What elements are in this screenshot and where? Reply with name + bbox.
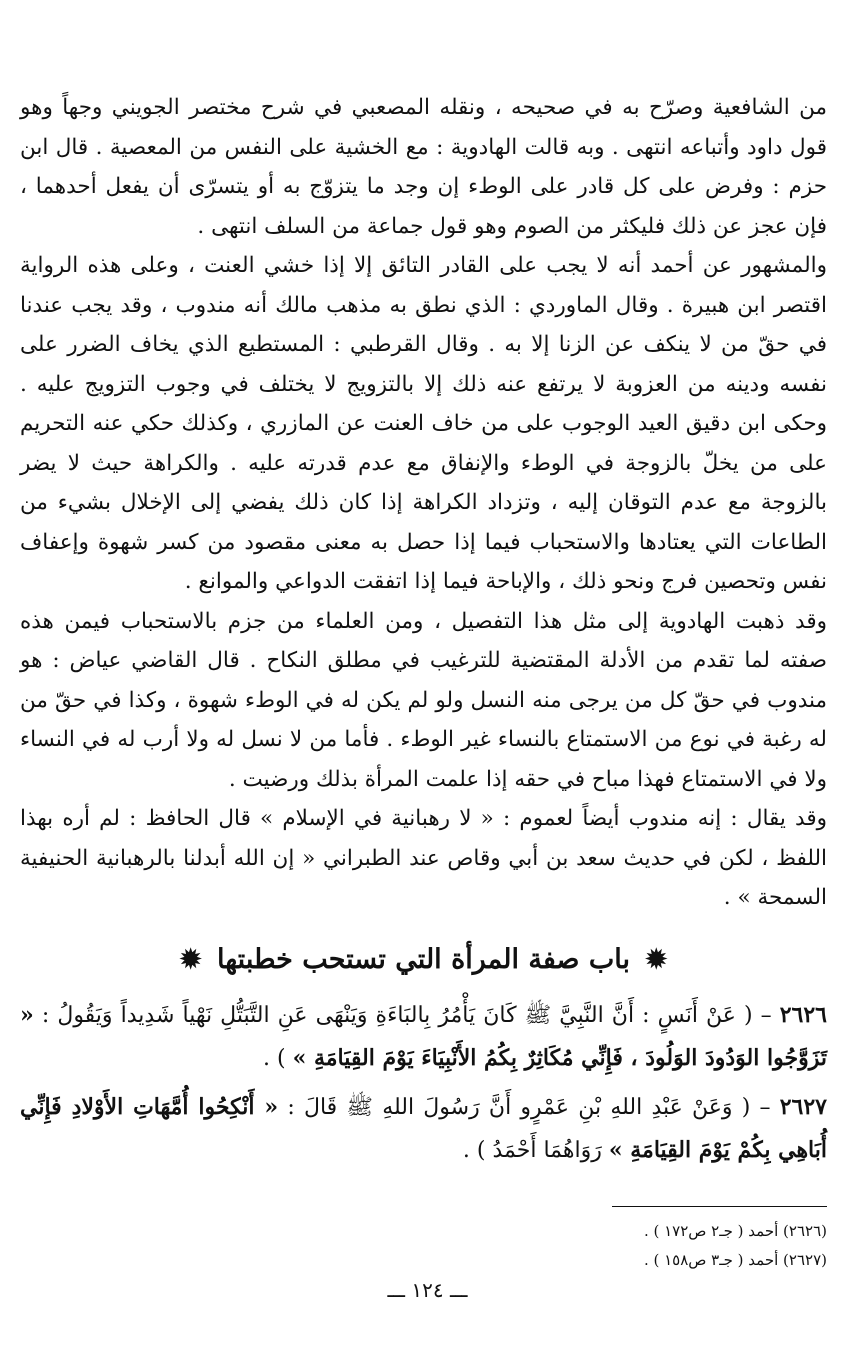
hadith-quote: « أَنْكِحُوا أُمَّهَاتِ الأَوْلادِ فَإِنِّي أُبَاهِي بِكُمْ يَوْمَ القِيَامَةِ »	[20, 1093, 827, 1163]
hadith-number: ٢٦٢٦	[779, 1001, 827, 1028]
section-title-text: باب صفة المرأة التي تستحب خطبتها	[217, 943, 630, 975]
hadith-2627	[20, 1086, 827, 1172]
paragraph-2: والمشهور عن أحمد أنه لا يجب على القادر التائق إلا إذا خشي العنت ، وعلى هذه الرواية اقتصر ابن هبيرة . وقال الماوردي : الذي نطق به مذهب مالك أنه مندوب ، وقد يجب عندنا في حقّ من لا ينكف عن الزنا إلا به . وقال القرطبي : المستطيع الذي يخاف الضرر على نفسه ودينه من العزوبة لا يرتفع عنه ذلك إلا بالتزويج لا يختلف في وجوب التزويج عليه . وحكى ابن دقيق العيد الوجوب على من خاف العنت عن المازري ، وكذلك حكي عنه التحريم على من يخلّ بالزوجة في الوطء والإنفاق مع عدم قدرته عليه . والكراهة حيث لا يضر بالزوجة مع عدم التوقان إليه ، وتزداد الكراهة إذا كان ذلك يفضي إلى الإخلال بشيء من الطاعات التي يعتادها والاستحباب فيما إذا حصل به معنى مقصود من كسر شهوة وإعفاف نفس وتحصين فرج ونحو ذلك ، والإباحة فيما إذا اتفقت الدواعي والموانع .	[20, 253, 827, 594]
hadith-2626	[20, 994, 827, 1080]
footnotes	[612, 1206, 827, 1275]
hadith-intro: – ( عَنْ أَنَسٍ : أَنَّ النَّبِيَّ ﷺ كَانَ يَأْمُرُ بِالبَاءَةِ وَيَنْهَى عَنِ التَّبَتُّلِ نَهْياً شَدِيداً وَيَقُولُ :	[33, 1002, 780, 1028]
footnote-2626: (٢٦٢٦) أحمد ( جـ٢ ص١٧٢ ) .	[643, 1222, 827, 1240]
commentary-text	[20, 88, 827, 918]
hadith-outro: رَوَاهُمَا أَحْمَدُ ) .	[462, 1137, 609, 1163]
star-ornament-icon: ✹	[179, 944, 202, 975]
paragraph-1: من الشافعية وصرّح به في صحيحه ، ونقله المصعبي في شرح مختصر الجويني وجهاً وهو قول داود وأتباعه انتهى . وبه قالت الهادوية : مع الخشية على النفس من المعصية . قال ابن حزم : وفرض على كل قادر على الوطء إن وجد ما يتزوّج به أو يتسرّى أن يفعل أحدهما ، فإن عجز عن ذلك فليكثر من الصوم وهو قول جماعة من السلف انتهى .	[20, 95, 827, 239]
hadith-outro: ) .	[263, 1045, 293, 1071]
page-number: ـــ ١٢٤ ـــ	[387, 1278, 468, 1302]
hadith-number: ٢٦٢٧	[779, 1093, 827, 1120]
paragraph-3: وقد ذهبت الهادوية إلى مثل هذا التفصيل ، ومن العلماء من جزم بالاستحباب فيمن هذه صفته لما تقدم من الأدلة المقتضية للترغيب في مطلق النكاح . قال القاضي عياض : هو مندوب في حقّ كل من يرجى منه النسل ولو لم يكن له في الوطء شهوة ، وكذا في حقّ من له رغبة في نوع من الاستمتاع بالنساء غير الوطء . فأما من لا نسل له ولا أرب له في النساء ولا في الاستمتاع فهذا مباح في حقه إذا علمت المرأة بذلك ورضيت .	[20, 608, 827, 792]
hadith-quote: « تَزَوَّجُوا الوَدُودَ الوَلُودَ ، فَإِنِّي مُكَاثِرٌ بِكُمُ الأَنْبِيَاءَ يَوْمَ القِيَامَةِ »	[20, 1001, 827, 1071]
section-heading	[20, 938, 827, 982]
footnote-2627: (٢٦٢٧) أحمد ( جـ٣ ص١٥٨ ) .	[643, 1251, 827, 1269]
hadith-intro: – ( وَعَنْ عَبْدِ اللهِ بْنِ عَمْرٍو أَنَّ رَسُولَ اللهِ ﷺ قَالَ :	[278, 1094, 780, 1120]
paragraph-4: وقد يقال : إنه مندوب أيضاً لعموم : « لا رهبانية في الإسلام » قال الحافظ : لم أره بهذا اللفظ ، لكن في حديث سعد بن أبي وقاص عند الطبراني « إن الله أبدلنا بالرهبانية الحنيفية السمحة » .	[20, 806, 827, 910]
star-ornament-icon: ✹	[645, 944, 668, 975]
